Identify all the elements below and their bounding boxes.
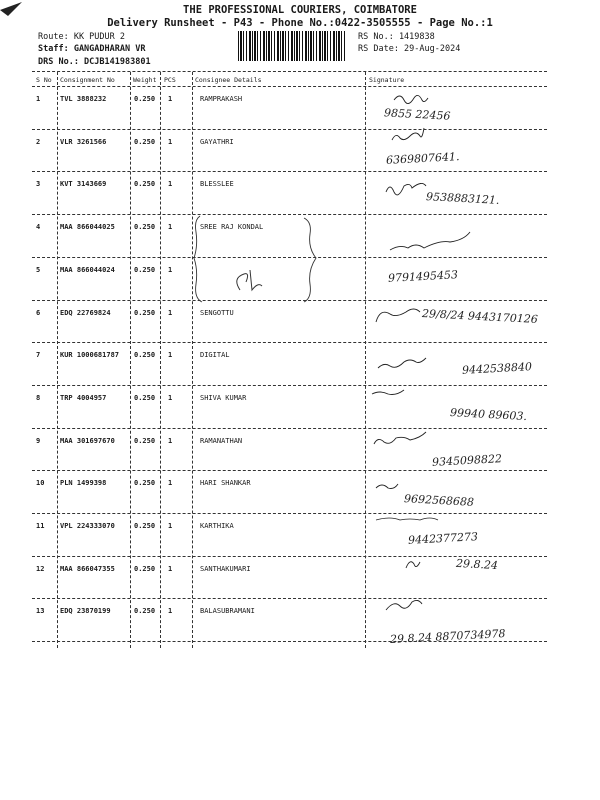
- signature-handwriting: 6369807641.: [385, 150, 460, 167]
- row-weight: 0.250: [134, 308, 156, 317]
- col-divider: [160, 72, 161, 648]
- row-pcs: 1: [168, 436, 173, 445]
- row-serial: 9: [36, 436, 41, 445]
- rs-number: RS No.: 1419838: [358, 32, 435, 42]
- barcode: [238, 31, 346, 61]
- row-consignment-no: TVL 3888232: [60, 95, 107, 103]
- grouping-bracket: [192, 212, 322, 304]
- row-pcs: 1: [168, 180, 173, 189]
- row-pcs: 1: [168, 522, 173, 530]
- signature-handwriting: 99940 89603.: [449, 405, 528, 424]
- row-consignment-no: EDQ 23870199: [60, 607, 111, 616]
- row-weight: 0.250: [134, 436, 156, 445]
- signature-handwriting: 9442377273: [407, 530, 479, 547]
- row-consignment-no: PLN 1499398: [60, 479, 107, 488]
- signature-handwriting: 9791495453: [387, 268, 459, 285]
- row-weight: 0.250: [134, 393, 156, 402]
- row-pcs: 1: [168, 137, 173, 146]
- row-consignee: SANTHAKUMARI: [200, 564, 251, 573]
- row-weight: 0.250: [134, 180, 156, 189]
- table-top-border: [32, 71, 547, 72]
- row-weight: 0.250: [134, 95, 156, 103]
- row-weight: 0.250: [134, 351, 156, 360]
- row-serial: 4: [36, 223, 41, 232]
- row-serial: 5: [36, 265, 41, 274]
- row-consignment-no: KUR 1000681787: [60, 351, 120, 360]
- row-pcs: 1: [168, 308, 173, 317]
- col-header-details: Consignee Details: [195, 76, 262, 84]
- row-pcs: 1: [168, 564, 173, 573]
- col-header-consignment: Consignment No: [60, 76, 115, 84]
- row-serial: 3: [36, 180, 41, 189]
- row-weight: 0.250: [134, 223, 156, 232]
- row-pcs: 1: [168, 393, 173, 402]
- signature-handwriting: 9692568688: [403, 492, 475, 509]
- signature-handwriting: 9855 22456: [383, 106, 451, 123]
- signature-handwriting: 29.8.24: [455, 556, 499, 573]
- row-consignment-no: KVT 3143669: [60, 180, 107, 189]
- row-consignment-no: MAA 866047355: [60, 564, 115, 573]
- row-pcs: 1: [168, 95, 173, 103]
- row-weight: 0.250: [134, 522, 156, 530]
- row-consignee: GAYATHRI: [200, 137, 234, 146]
- row-serial: 2: [36, 137, 41, 146]
- row-consignment-no: TRP 4004957: [60, 393, 107, 402]
- row-pcs: 1: [168, 223, 173, 232]
- row-consignment-no: MAA 866044025: [60, 223, 115, 232]
- row-consignee: BALASUBRAMANI: [200, 607, 255, 616]
- row-pcs: 1: [168, 607, 173, 616]
- row-consignment-no: EDQ 22769824: [60, 308, 111, 317]
- rs-date: RS Date: 29-Aug-2024: [358, 44, 461, 54]
- row-serial: 12: [36, 564, 45, 573]
- row-weight: 0.250: [134, 564, 156, 573]
- row-consignee: SREE RAJ KONDAL: [200, 223, 264, 232]
- signature-handwriting: 29.8.24 8870734978: [389, 626, 506, 647]
- row-serial: 13: [36, 607, 45, 616]
- col-header-sno: S No: [36, 76, 52, 84]
- row-weight: 0.250: [134, 265, 156, 274]
- row-consignment-no: MAA 301697670: [60, 436, 115, 445]
- row-serial: 6: [36, 308, 41, 317]
- col-header-pcs: PCS: [164, 76, 176, 84]
- drs-number: DRS No.: DCJB141983801: [38, 57, 151, 67]
- row-consignment-no: VPL 224333070: [60, 522, 115, 530]
- runsheet-subtitle: Delivery Runsheet - P43 - Phone No.:0422-3505555 - Page No.:1: [107, 17, 493, 29]
- row-consignee: RAMPRAKASH: [200, 95, 243, 103]
- row-consignee: HARI SHANKAR: [200, 479, 251, 488]
- signature-handwriting: 9345098822: [431, 452, 503, 469]
- row-consignee: KARTHIKA: [200, 522, 234, 530]
- row-consignment-no: VLR 3261566: [60, 137, 107, 146]
- col-header-signature: Signature: [369, 76, 405, 84]
- row-consignee: DIGITAL: [200, 351, 230, 360]
- row-pcs: 1: [168, 351, 173, 360]
- signature-handwriting: 9442538840: [461, 360, 533, 377]
- staff-label: Staff: GANGADHARAN VR: [38, 44, 146, 54]
- col-divider: [192, 72, 193, 648]
- signature-area: [366, 80, 566, 660]
- row-serial: 11: [36, 522, 45, 530]
- row-weight: 0.250: [134, 137, 156, 146]
- row-weight: 0.250: [134, 607, 156, 616]
- row-serial: 1: [36, 95, 41, 103]
- route-label: Route: KK PUDUR 2: [38, 32, 125, 42]
- row-serial: 7: [36, 351, 41, 360]
- col-divider: [130, 72, 131, 648]
- col-divider: [57, 72, 58, 648]
- row-weight: 0.250: [134, 479, 156, 488]
- row-serial: 8: [36, 393, 41, 402]
- row-consignee: RAMANATHAN: [200, 436, 243, 445]
- row-pcs: 1: [168, 265, 173, 274]
- row-consignee: BLESSLEE: [200, 180, 234, 189]
- signature-handwriting: 29/8/24 9443170126: [421, 306, 539, 327]
- row-serial: 10: [36, 479, 45, 488]
- row-consignee: SENGOTTU: [200, 308, 234, 317]
- row-consignment-no: MAA 866044024: [60, 265, 115, 274]
- col-header-weight: Weight: [133, 76, 157, 84]
- company-title: THE PROFESSIONAL COURIERS, COIMBATORE: [183, 4, 417, 16]
- row-consignee: SHIVA KUMAR: [200, 393, 247, 402]
- row-pcs: 1: [168, 479, 173, 488]
- signature-handwriting: 9538883121.: [425, 190, 500, 207]
